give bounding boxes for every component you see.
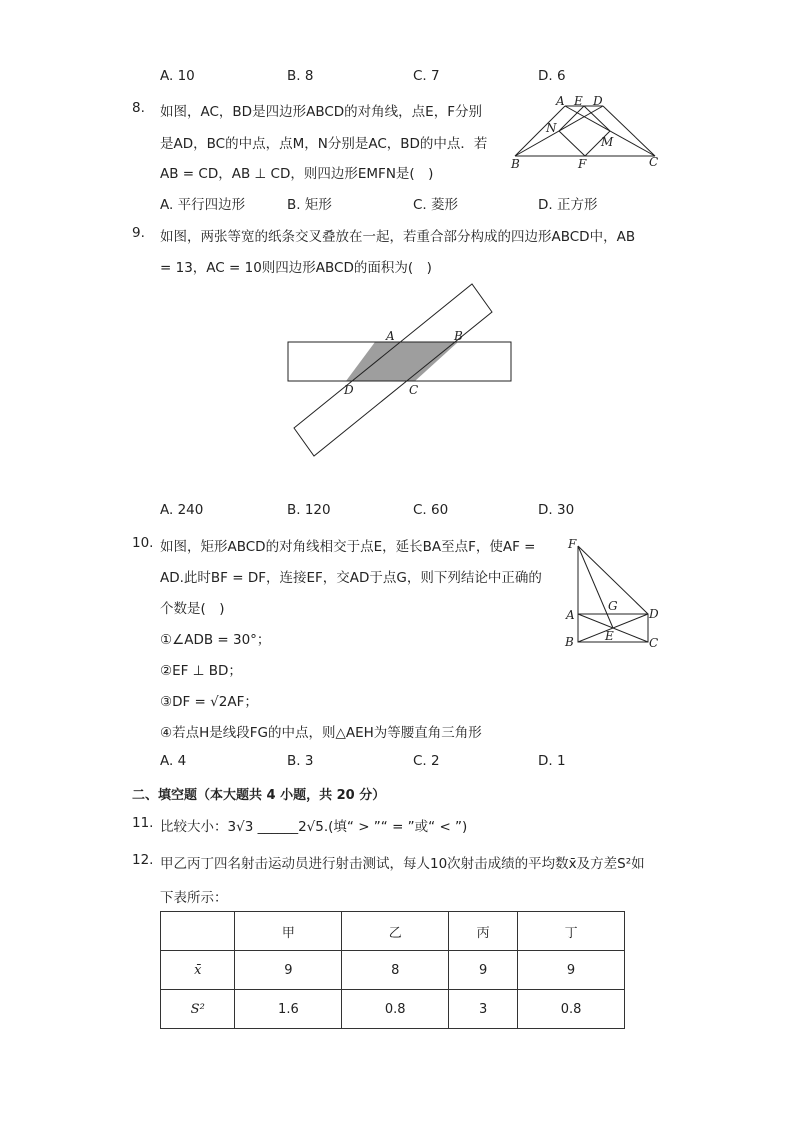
q11-text: 比较大小：3√3 ______2√5.(填“ > ”“ = ”或“ < ”) [160, 819, 468, 835]
q8-number: 8. [132, 100, 145, 116]
table-cell: 1.6 [235, 990, 342, 1029]
table-header-cell [161, 912, 235, 951]
q8-option-a: A. 平行四边形 [160, 197, 246, 213]
q10-label-a: A [566, 608, 575, 622]
q9-option-d: D. 30 [538, 502, 575, 518]
section-heading: 二、填空题（本大题共 4 小题，共 20 分） [132, 788, 386, 803]
q9-label-d: D [344, 383, 354, 397]
q8-text-line1: 如图，AC，BD是四边形ABCD的对角线，点E，F分别 [160, 104, 482, 120]
q9-option-b: B. 120 [287, 502, 331, 518]
q10-option-b: B. 3 [287, 753, 314, 769]
table-row [161, 951, 625, 990]
table-header-cell: 丁 [518, 912, 625, 951]
q11-number: 11. [132, 815, 154, 831]
q9-figure [280, 280, 520, 460]
q8-label-e: E [574, 94, 583, 108]
q10-statement-4: ④若点H是线段FG的中点，则△AEH为等腰直角三角形 [160, 725, 482, 741]
q8-option-d: D. 正方形 [538, 197, 598, 213]
q10-statement-2: ②EF ⊥ BD； [160, 663, 242, 679]
q9-option-a: A. 240 [160, 502, 204, 518]
q10-number: 10. [132, 535, 154, 551]
q8-label-a: A [556, 94, 565, 108]
q10-label-g: G [608, 599, 618, 613]
q10-option-c: C. 2 [413, 753, 440, 769]
q9-label-c: C [409, 383, 419, 397]
table-cell: 9 [449, 951, 518, 990]
q10-text-line2: AD.此时BF = DF，连接EF，交AD于点G，则下列结论中正确的 [160, 570, 542, 586]
q10-label-b: B [565, 635, 574, 649]
q10-statement-3: ③DF = √2AF； [160, 694, 258, 710]
table-cell: 0.8 [342, 990, 449, 1029]
q9-text-line2: = 13，AC = 10则四边形ABCD的面积为( ) [160, 260, 432, 276]
q8-text-line3: AB = CD，AB ⊥ CD，则四边形EMFN是( ) [160, 166, 434, 182]
q7-option-d: D. 6 [538, 68, 566, 84]
table-cell: 0.8 [518, 990, 625, 1029]
q8-label-m: M [601, 135, 614, 149]
q10-statement-1: ①∠ADB = 30°； [160, 632, 271, 648]
q7-option-b: B. 8 [287, 68, 314, 84]
q10-option-d: D. 1 [538, 753, 566, 769]
table-header-cell: 乙 [342, 912, 449, 951]
table-cell: x̄ [161, 951, 235, 990]
table-row [161, 990, 625, 1029]
q9-label-b: B [454, 329, 463, 343]
q8-label-f: F [578, 157, 587, 171]
table-cell: 9 [235, 951, 342, 990]
q8-label-d: D [593, 94, 603, 108]
q9-text-line1: 如图，两张等宽的纸条交叉叠放在一起，若重合部分构成的四边形ABCD中，AB [160, 229, 636, 245]
table-cell: 8 [342, 951, 449, 990]
q8-label-b: B [511, 157, 520, 171]
q10-text-line1: 如图，矩形ABCD的对角线相交于点E，延长BA至点F，使AF = [160, 539, 536, 555]
q8-figure [505, 94, 665, 172]
q12-text-line1: 甲乙丙丁四名射击运动员进行射击测试，每人10次射击成绩的平均数x̄及方差S²如 [160, 856, 645, 872]
q8-label-c: C [649, 155, 659, 169]
q12-text-line2: 下表所示： [160, 890, 228, 906]
q9-option-c: C. 60 [413, 502, 449, 518]
q7-option-a: A. 10 [160, 68, 195, 84]
q8-option-c: C. 菱形 [413, 197, 459, 213]
q9-number: 9. [132, 225, 145, 241]
q10-label-e: E [605, 629, 614, 643]
table-cell: 9 [518, 951, 625, 990]
q8-text-line2: 是AD，BC的中点，点M，N分别是AC，BD的中点．若 [160, 136, 488, 152]
table-header-cell: 甲 [235, 912, 342, 951]
q9-label-a: A [386, 329, 395, 343]
table-header-cell: 丙 [449, 912, 518, 951]
q7-option-c: C. 7 [413, 68, 440, 84]
q12-table [160, 911, 625, 1029]
table-cell: 3 [449, 990, 518, 1029]
q8-label-n: N [546, 121, 557, 135]
q8-option-b: B. 矩形 [287, 197, 332, 213]
q10-label-c: C [649, 636, 659, 650]
q10-figure [560, 534, 665, 656]
table-cell: S² [161, 990, 235, 1029]
q10-option-a: A. 4 [160, 753, 187, 769]
q10-label-d: D [649, 607, 659, 621]
q12-number: 12. [132, 852, 154, 868]
q10-text-line3: 个数是( ) [160, 601, 225, 617]
table-header-row [161, 912, 625, 951]
q10-label-f: F [568, 537, 577, 551]
